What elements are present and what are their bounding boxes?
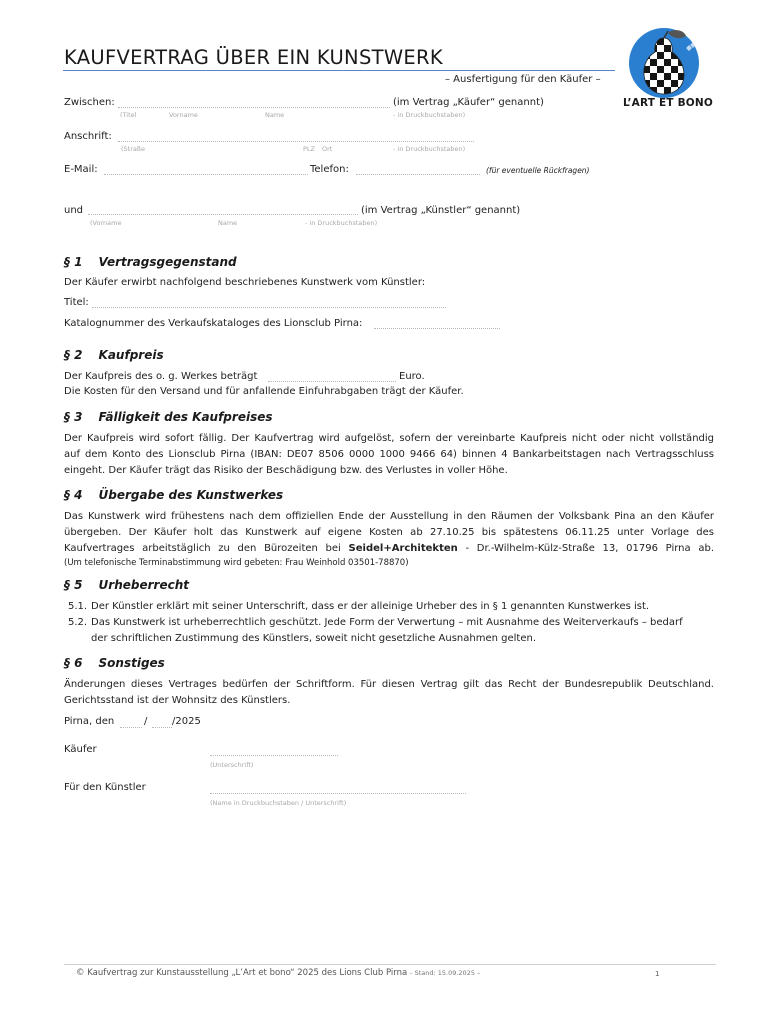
section-3-number: § 3 <box>64 410 83 424</box>
section-5-heading <box>64 578 189 592</box>
kuenstler-signature-field[interactable] <box>210 793 466 794</box>
hint-vorname: Vorname <box>169 111 198 119</box>
section-4-line-3 <box>64 541 714 557</box>
hint-ort: Ort <box>322 145 333 153</box>
kuenstler-signature-label: Für den Künstler <box>64 782 146 793</box>
hint-plz: PLZ <box>303 145 315 153</box>
titel-field[interactable] <box>92 307 446 308</box>
hint-titel: (Titel <box>120 111 137 119</box>
monat-field[interactable] <box>152 727 172 728</box>
katalog-field[interactable] <box>374 328 500 329</box>
katalog-label: Katalognummer des Verkaufskataloges des Lionsclub Pirna: <box>64 318 363 329</box>
section-4-heading <box>64 488 283 502</box>
logo-icon <box>626 26 704 98</box>
item-5-2-text: Das Kunstwerk ist urheberrechtlich geschützt. Jede Form der Verwertung – mit Ausnahme des Weiterverkaufs – bedarf <box>91 617 683 628</box>
section-4-line-3-suffix: - Dr.-Wilhelm-Külz-Straße 13, 01796 Pirna ab. <box>457 543 715 554</box>
footer-copyright: © Kaufvertrag zur Kunstausstellung „L’Art et bono“ 2025 des Lions Club Pirna <box>76 968 408 978</box>
section-2-title: Kaufpreis <box>98 348 164 362</box>
footer-stand: – Stand: 15.09.2025 – <box>407 969 481 977</box>
document-subtitle: – Ausfertigung für den Käufer – <box>445 74 601 85</box>
section-1-title: Vertragsgegenstand <box>98 255 237 269</box>
ort-datum-label: Pirna, den <box>64 716 115 727</box>
kaeufer-signature-field[interactable] <box>210 755 338 756</box>
email-label: E-Mail: <box>64 164 98 175</box>
section-5-body <box>68 599 716 647</box>
tag-field[interactable] <box>120 727 142 728</box>
section-5-number: § 5 <box>64 578 83 592</box>
kaeufer-name-field[interactable] <box>118 107 390 108</box>
section-3-line-3: eingeht. Der Käufer trägt das Risiko der Beschädigung bzw. des Verlustes in voller Höhe. <box>64 465 508 476</box>
section-1-number: § 1 <box>64 255 83 269</box>
kaeufer-role-text: (im Vertrag „Käufer“ genannt) <box>393 97 544 108</box>
section-6-heading <box>64 656 165 670</box>
und-label: und <box>64 205 84 216</box>
section-4-line-2: übergeben. Der Käufer holt das Kunstwerk auf eigene Kosten ab 27.10.25 bis spätestens 06.11.25 unter Vorlage des <box>64 527 714 538</box>
section-4-line-1: Das Kunstwerk wird frühestens nach dem offiziellen Ende der Ausstellung in den Räumen der Volksbank Pina an den Käufer <box>64 511 714 522</box>
document-title: KAUFVERTRAG ÜBER EIN KUNSTWERK <box>64 46 443 69</box>
anschrift-label: Anschrift: <box>64 131 112 142</box>
hint-name: Name <box>265 111 285 119</box>
item-5-1-text: Der Künstler erklärt mit seiner Unterschrift, dass er der alleinige Urheber des in § 1 genannten Kunstwerkes ist. <box>91 601 650 612</box>
section-2-text-2: Die Kosten für den Versand und für anfallende Einfuhrabgaben trägt der Käufer. <box>64 386 464 397</box>
section-2-heading <box>64 348 164 362</box>
section-4-number: § 4 <box>64 488 83 502</box>
kaeufer-signature-label: Käufer <box>64 744 97 755</box>
hint-caps-2: - in Druckbuchstaben) <box>393 145 466 153</box>
item-5-2-continued: der schriftlichen Zustimmung des Künstlers, soweit nicht gesetzliche Ausnahmen gelten. <box>91 633 537 644</box>
page-number: 1 <box>655 970 660 978</box>
telefon-note: (für eventuelle Rückfragen) <box>486 166 590 175</box>
section-6-line-2: Gerichtsstand ist der Wohnsitz des Künstlers. <box>64 695 291 706</box>
footer-rule <box>64 964 716 965</box>
section-5-item-2 <box>68 615 716 631</box>
hint-name-2: Name <box>218 219 238 227</box>
section-1-text: Der Käufer erwirbt nachfolgend beschriebenes Kunstwerk vom Künstler: <box>64 277 426 288</box>
kaufpreis-field[interactable] <box>268 381 396 382</box>
section-2-number: § 2 <box>64 348 83 362</box>
telefon-label: Telefon: <box>310 164 349 175</box>
section-6-line-1: Änderungen dieses Vertrages bedürfen der Schriftform. Für diesen Vertrag gilt das Recht der Bundesrepublik Deutschland. <box>64 679 714 690</box>
section-4-title: Übergabe des Kunstwerkes <box>98 488 284 502</box>
section-6-title: Sonstiges <box>98 656 165 670</box>
date-year: /2025 <box>172 716 201 727</box>
section-6-body <box>64 677 714 709</box>
footer-text <box>76 968 480 978</box>
architect-name: Seidel+Architekten <box>348 543 458 554</box>
kuenstler-role-text: (im Vertrag „Künstler“ genannt) <box>361 205 521 216</box>
section-4-line-3-prefix: Kaufvertrages arbeitstäglich zu den Bürozeiten bei <box>64 543 349 554</box>
title-rule <box>63 70 615 71</box>
section-4-body <box>64 509 714 569</box>
section-5-item-1 <box>68 599 716 615</box>
email-field[interactable] <box>104 174 308 175</box>
hint-strasse: (Straße <box>121 145 145 153</box>
item-5-1-number: 5.1. <box>68 601 88 612</box>
logo-text: L’ART ET BONO <box>622 97 714 109</box>
telefon-field[interactable] <box>356 174 480 175</box>
section-3-body <box>64 431 714 479</box>
section-6-number: § 6 <box>64 656 83 670</box>
section-1-heading <box>64 255 237 269</box>
titel-label: Titel: <box>64 297 89 308</box>
zwischen-label: Zwischen: <box>64 97 115 108</box>
section-5-title: Urheberrecht <box>98 578 189 592</box>
kuenstler-signature-hint: (Name in Druckbuchstaben / Unterschrift) <box>210 799 347 807</box>
hint-caps: - in Druckbuchstaben) <box>393 111 466 119</box>
euro-label: Euro. <box>399 371 425 382</box>
section-3-title: Fälligkeit des Kaufpreises <box>98 410 273 424</box>
anschrift-field[interactable] <box>118 141 474 142</box>
hint-caps-3: - in Druckbuchstaben) <box>305 219 378 227</box>
section-3-heading <box>64 410 273 424</box>
section-4-line-4: (Um telefonische Terminabstimmung wird gebeten: Frau Weinhold 03501-78870) <box>64 558 409 568</box>
section-3-line-1: Der Kaufpreis wird sofort fällig. Der Kaufvertrag wird aufgelöst, sofern der vereinbarte Kaufpreis nicht oder nicht vollständig <box>64 433 714 444</box>
date-slash: / <box>144 716 148 727</box>
hint-vorname-2: (Vorname <box>90 219 122 227</box>
item-5-2-number: 5.2. <box>68 617 88 628</box>
kaufpreis-text: Der Kaufpreis des o. g. Werkes beträgt <box>64 371 258 382</box>
kaeufer-signature-hint: (Unterschrift) <box>210 761 254 769</box>
section-3-line-2: auf dem Konto des Lionsclub Pirna (IBAN: DE07 8506 0000 1000 9466 64) binnen 4 Bankarbeitstagen nach Vertragsschluss <box>64 449 714 460</box>
kuenstler-name-field[interactable] <box>88 214 358 215</box>
